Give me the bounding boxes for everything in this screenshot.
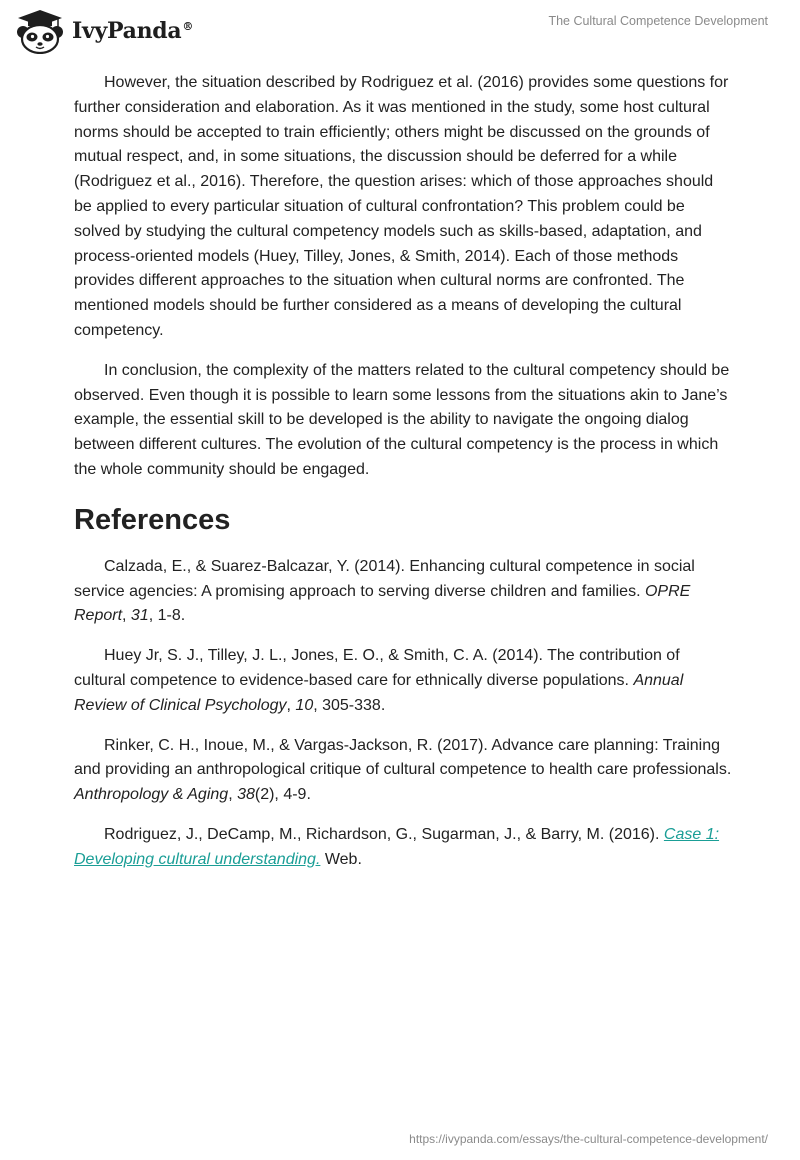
reference-source: OPRE Report bbox=[74, 582, 691, 625]
reference-separator: , bbox=[122, 607, 131, 625]
document-body bbox=[74, 71, 734, 888]
reference-entry bbox=[74, 734, 734, 808]
references-heading: References bbox=[74, 503, 231, 536]
reference-pages: (2), 4-9. bbox=[254, 786, 311, 804]
reference-volume: 10 bbox=[295, 696, 314, 714]
logo-wordmark-text: IvyPanda bbox=[72, 18, 182, 44]
case-study-link[interactable]: Case 1: Developing cultural understanding. bbox=[74, 825, 720, 868]
reference-entry bbox=[74, 644, 734, 718]
reference-authors: Huey Jr, S. J., Tilley, J. L., Jones, E. O., & Smith, C. A. (2014). The contribution of cultural competence to evidence-based care for ethnically diverse populations. bbox=[74, 647, 680, 689]
ivypanda-logo[interactable] bbox=[14, 8, 193, 54]
reference-authors: Rodriguez, J., DeCamp, M., Richardson, G., Sugarman, J., & Barry, M. (2016). bbox=[104, 825, 664, 843]
reference-source: Anthropology & Aging bbox=[74, 786, 229, 804]
reference-authors: Rinker, C. H., Inoue, M., & Vargas-Jackson, R. (2017). Advance care planning: Training and providing an anthropological critique of cultural competence to health care professionals. bbox=[74, 736, 732, 779]
reference-volume: 38 bbox=[237, 786, 255, 804]
footer-url[interactable]: https://ivypanda.com/essays/the-cultural-competence-development/ bbox=[409, 1132, 768, 1146]
reference-source: Annual Review of Clinical Psychology bbox=[74, 671, 684, 714]
reference-access: Web. bbox=[320, 850, 362, 868]
reference-pages: , 305-338. bbox=[313, 696, 386, 714]
document-title: The Cultural Competence Development bbox=[548, 14, 768, 28]
body-paragraph: In conclusion, the complexity of the matters related to the cultural competency should be observed. Even though it is possible to learn some lessons from the situations akin to Jane’s example, the essential skill to be developed is the ability to navigate the ongoing dialog between different cultures. The evolution of the cultural competency is the process in which the whole community should be engaged. bbox=[74, 361, 730, 478]
page-header bbox=[0, 0, 800, 60]
registered-mark: ® bbox=[182, 19, 194, 33]
reference-volume: 31 bbox=[130, 607, 149, 625]
reference-separator: , bbox=[286, 696, 296, 714]
reference-pages: , 1-8. bbox=[148, 607, 186, 625]
reference-separator: , bbox=[228, 786, 238, 804]
body-paragraph: However, the situation described by Rodriguez et al. (2016) provides some questions for further consideration and elaboration. As it was mentioned in the study, some host cultural norms should be accepted to train efficiently; others might be discussed on the grounds of mutual respect, and, in some situations, the discussion should be deferred for a while (Rodriguez et al., 2016). Therefore, the question arises: which of those approaches should be applied to every particular situation of cultural confrontation? This problem could be solved by studying the cultural competency models such as skills-based, adaptation, and process-oriented models (Huey, Tilley, Jones, & Smith, 2014). Each of those methods provides different approaches to the situation when cultural norms are confronted. The mentioned models should be further considered as a means of developing the cultural competency. bbox=[74, 74, 729, 339]
logo-wordmark bbox=[72, 18, 193, 44]
reference-entry bbox=[74, 823, 734, 873]
reference-entry bbox=[74, 555, 734, 629]
reference-authors: Calzada, E., & Suarez-Balcazar, Y. (2014). Enhancing cultural competence in social service agencies: A promising approach to serving diverse children and families. bbox=[74, 557, 695, 600]
panda-graduate-icon bbox=[14, 8, 66, 54]
